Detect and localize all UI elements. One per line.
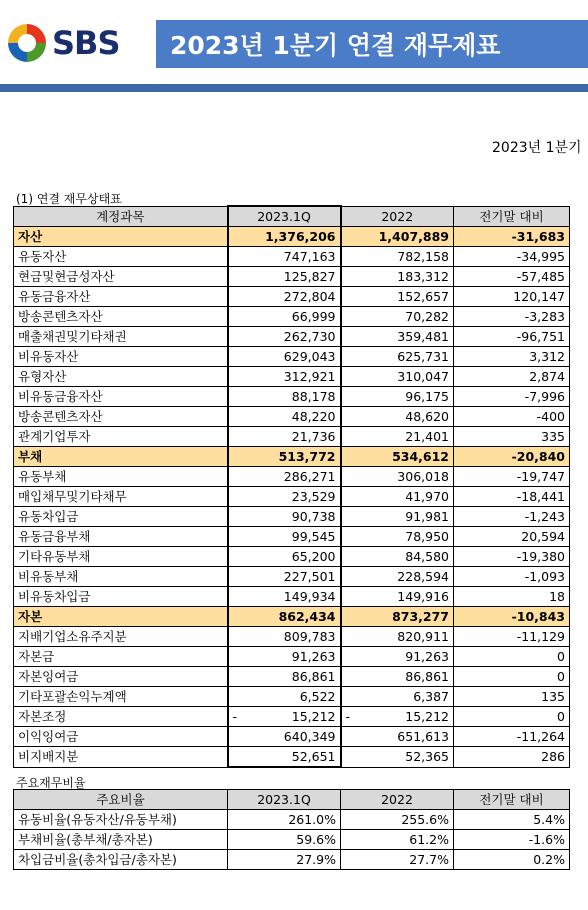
account-name-cell-text: 현금및현금성자산: [18, 269, 115, 284]
change-cell: [454, 627, 570, 647]
account-name-cell: [14, 327, 228, 347]
account-name-cell: [14, 587, 228, 607]
change-cell-text: -20,840: [511, 449, 565, 464]
account-name-cell: [14, 447, 228, 467]
value-2022-cell-text: 1,407,889: [378, 229, 449, 244]
value-2023q1-cell: [228, 367, 341, 387]
table-row: [14, 367, 570, 387]
account-name-cell-text: 유동차입금: [18, 509, 79, 524]
change-cell: 5.4%: [454, 810, 570, 830]
value-2022-cell-text: 41,970: [405, 489, 449, 504]
value-2023q1-cell: [228, 687, 341, 707]
ratio-name-cell: 부채비율(총부채/총자본): [14, 830, 228, 850]
account-name-cell-text: 매출채권및기타채권: [18, 329, 127, 344]
table-row: [14, 667, 570, 687]
change-cell-text: 0: [557, 709, 565, 724]
table-row: [14, 547, 570, 567]
value-2022-cell-text: 91,263: [405, 649, 449, 664]
account-name-cell: [14, 607, 228, 627]
value-2022-cell-text: 96,175: [405, 389, 449, 404]
change-cell: [454, 427, 570, 447]
report-period: 2023년 1분기: [492, 140, 582, 156]
value-2023q1-cell-text: 99,545: [291, 529, 336, 544]
table-row: [14, 747, 570, 768]
value-2022-cell-text: 228,594: [397, 569, 449, 584]
value-2022-cell: [341, 507, 454, 527]
value-2022-cell: [341, 487, 454, 507]
change-cell-text: -10,843: [511, 609, 565, 624]
value-2022-cell: [341, 607, 454, 627]
value-2022-cell-text: 651,613: [397, 729, 449, 744]
value-2023q1-cell-text: 15,212: [291, 709, 336, 724]
change-cell: [454, 307, 570, 327]
account-name-cell-text: 자본조정: [18, 709, 67, 724]
table-row: [14, 227, 570, 247]
change-cell: [454, 607, 570, 627]
table-row: [14, 727, 570, 747]
value-2023q1-cell-text: 286,271: [283, 469, 336, 484]
account-name-cell-text: 매입채무및기타채무: [18, 489, 127, 504]
value-2023q1-cell-text: 262,730: [283, 329, 336, 344]
change-cell-text: 20,594: [521, 529, 565, 544]
value-2022-cell: [341, 287, 454, 307]
change-cell-text: 286: [541, 749, 565, 765]
change-cell: [454, 527, 570, 547]
value-2023q1-cell: [228, 507, 341, 527]
account-name-cell-text: 자본: [18, 609, 43, 624]
value-2023q1-cell-text: 88,178: [291, 389, 336, 404]
value-2023q1-cell-text: 809,783: [283, 629, 336, 644]
change-cell-text: -1,243: [524, 509, 565, 524]
table-row: [14, 487, 570, 507]
value-2022-cell-text: 78,950: [405, 529, 449, 544]
value-2023q1-cell: [228, 587, 341, 607]
account-name-cell: [14, 427, 228, 447]
column-header: 2022: [341, 206, 454, 227]
sbs-logo-icon: [8, 24, 46, 62]
value-2023q1-cell: [228, 267, 341, 287]
table-row: [14, 427, 570, 447]
table-row: [14, 307, 570, 327]
account-name-cell: [14, 347, 228, 367]
account-name-cell-text: 비유동자산: [18, 349, 79, 364]
change-cell: [454, 267, 570, 287]
value-2023q1-cell-text: 125,827: [283, 269, 336, 284]
ratio-name-cell: 차입금비율(총차입금/총자본): [14, 850, 228, 870]
change-cell-text: 0: [557, 649, 565, 664]
table-row: [14, 607, 570, 627]
value-2023q1-cell: [228, 527, 341, 547]
table-row: [14, 527, 570, 547]
logo-text: SBS: [52, 24, 120, 62]
value-2023q1-cell: [228, 647, 341, 667]
value-2022-cell-text: 84,580: [405, 549, 449, 564]
balance-sheet-table: [13, 205, 570, 768]
value-2023q1-cell: [228, 387, 341, 407]
table-row: [14, 387, 570, 407]
change-cell: [454, 667, 570, 687]
value-2023q1-cell-text: 747,163: [283, 249, 336, 264]
value-2022-cell: [341, 547, 454, 567]
value-2022-cell: [341, 327, 454, 347]
value-2022-cell: [341, 347, 454, 367]
change-cell: [454, 707, 570, 727]
value-2023q1-cell: [228, 707, 341, 727]
value-2022-cell: [341, 567, 454, 587]
change-cell-text: -1,093: [524, 569, 565, 584]
account-name-cell-text: 부채: [18, 449, 43, 464]
account-name-cell: [14, 387, 228, 407]
table-row: [14, 267, 570, 287]
value-2023q1-cell-text: 312,921: [283, 369, 336, 384]
change-cell: [454, 407, 570, 427]
account-name-cell: [14, 367, 228, 387]
negative-marker: -: [345, 709, 351, 724]
ratio-table: [13, 789, 570, 870]
column-header: 주요비율: [14, 790, 228, 810]
title-banner: [156, 20, 588, 68]
value-2022-cell: [341, 627, 454, 647]
value-2022-cell: [341, 527, 454, 547]
ratio-section-title: 주요재무비율: [16, 776, 86, 790]
column-header: 2023.1Q: [228, 790, 341, 810]
account-name-cell-text: 자본금: [18, 649, 55, 664]
value-2023q1-cell: [228, 287, 341, 307]
value-2023q1-cell: [228, 227, 341, 247]
account-name-cell: [14, 627, 228, 647]
value-2023q1-cell: [228, 667, 341, 687]
table-row: [14, 647, 570, 667]
change-cell-text: -18,441: [516, 489, 565, 504]
value-2023q1-cell: [228, 427, 341, 447]
value-2022-cell: [341, 667, 454, 687]
table-row: [14, 687, 570, 707]
change-cell: [454, 727, 570, 747]
change-cell-text: -19,380: [516, 549, 565, 564]
table-row: [14, 447, 570, 467]
value-2023q1-cell: 261.0%: [228, 810, 341, 830]
account-name-cell: [14, 507, 228, 527]
account-name-cell: [14, 727, 228, 747]
value-2023q1-cell: [228, 447, 341, 467]
table-row: [14, 567, 570, 587]
account-name-cell: [14, 547, 228, 567]
header-divider: [0, 84, 588, 92]
ratio-name-cell: 유동비율(유동자산/유동부채): [14, 810, 228, 830]
value-2022-cell: [341, 227, 454, 247]
value-2022-cell: [341, 447, 454, 467]
account-name-cell: [14, 687, 228, 707]
account-name-cell-text: 방송콘텐츠자산: [18, 309, 103, 324]
value-2022-cell: [341, 687, 454, 707]
value-2022-cell-text: 6,387: [413, 689, 449, 704]
value-2022-cell: [341, 247, 454, 267]
value-2022-cell-text: 625,731: [397, 349, 449, 364]
value-2022-cell-text: 86,861: [405, 669, 449, 684]
change-cell: [454, 567, 570, 587]
page-title: 2023년 1분기 연결 재무제표: [170, 31, 501, 60]
value-2022-cell-text: 91,981: [405, 509, 449, 524]
table-row: [14, 587, 570, 607]
value-2023q1-cell: [228, 547, 341, 567]
value-2023q1-cell-text: 640,349: [283, 729, 336, 744]
value-2022-cell-text: 15,212: [405, 709, 449, 724]
change-cell: [454, 367, 570, 387]
account-name-cell-text: 기타유동부채: [18, 549, 91, 564]
change-cell: [454, 467, 570, 487]
change-cell: [454, 547, 570, 567]
value-2022-cell: [341, 587, 454, 607]
value-2022-cell-text: 48,620: [405, 409, 449, 424]
value-2023q1-cell: 27.9%: [228, 850, 341, 870]
value-2022-cell-text: 820,911: [397, 629, 449, 644]
value-2023q1-cell-text: 90,738: [291, 509, 336, 524]
change-cell-text: 335: [541, 429, 565, 444]
change-cell: [454, 487, 570, 507]
account-name-cell: [14, 527, 228, 547]
value-2023q1-cell: [228, 407, 341, 427]
account-name-cell-text: 기타포괄손익누계액: [18, 689, 127, 704]
change-cell-text: -57,485: [516, 269, 565, 284]
value-2022-cell: [341, 307, 454, 327]
change-cell: [454, 287, 570, 307]
change-cell-text: 2,874: [529, 369, 565, 384]
account-name-cell: [14, 307, 228, 327]
value-2023q1-cell-text: 66,999: [291, 309, 336, 324]
table-row: [14, 467, 570, 487]
value-2022-cell-text: 52,365: [405, 749, 449, 765]
value-2023q1-cell-text: 227,501: [283, 569, 336, 584]
change-cell-text: -34,995: [516, 249, 565, 264]
change-cell: [454, 507, 570, 527]
value-2023q1-cell-text: 272,804: [283, 289, 336, 304]
change-cell-text: -31,683: [511, 229, 565, 244]
account-name-cell-text: 지배기업소유주지분: [18, 629, 127, 644]
account-name-cell-text: 비유동차입금: [18, 589, 91, 604]
account-name-cell-text: 비지배지분: [18, 749, 79, 765]
account-name-cell: [14, 227, 228, 247]
account-name-cell: [14, 647, 228, 667]
value-2023q1-cell: [228, 727, 341, 747]
change-cell-text: -7,996: [524, 389, 565, 404]
value-2023q1-cell-text: 862,434: [278, 609, 336, 624]
value-2023q1-cell-text: 6,522: [299, 689, 336, 704]
account-name-cell-text: 이익잉여금: [18, 729, 79, 744]
value-2023q1-cell: [228, 307, 341, 327]
change-cell-text: -19,747: [516, 469, 565, 484]
value-2023q1-cell-text: 23,529: [291, 489, 336, 504]
change-cell: [454, 447, 570, 467]
value-2023q1-cell-text: 48,220: [291, 409, 336, 424]
value-2022-cell: [341, 707, 454, 727]
value-2022-cell-text: 306,018: [397, 469, 449, 484]
value-2023q1-cell: [228, 607, 341, 627]
table-row: [14, 327, 570, 347]
change-cell: [454, 687, 570, 707]
table-row: [14, 347, 570, 367]
column-header: 전기말 대비: [454, 206, 570, 227]
account-name-cell-text: 자산: [18, 229, 43, 244]
change-cell-text: 120,147: [513, 289, 565, 304]
value-2023q1-cell-text: 65,200: [291, 549, 336, 564]
account-name-cell-text: 비유동부채: [18, 569, 79, 584]
table-row: [14, 810, 570, 830]
change-cell-text: -96,751: [516, 329, 565, 344]
value-2023q1-cell-text: 1,376,206: [265, 229, 336, 244]
value-2022-cell-text: 70,282: [405, 309, 449, 324]
value-2023q1-cell-text: 21,736: [291, 429, 336, 444]
value-2022-cell: [341, 267, 454, 287]
column-header: 2022: [341, 790, 454, 810]
change-cell-text: 0: [557, 669, 565, 684]
table-header-row: [14, 206, 570, 227]
value-2022-cell-text: 359,481: [397, 329, 449, 344]
value-2022-cell: [341, 727, 454, 747]
value-2023q1-cell: [228, 347, 341, 367]
value-2022-cell: [341, 407, 454, 427]
column-header: 2023.1Q: [228, 206, 341, 227]
table-row: [14, 850, 570, 870]
value-2023q1-cell: [228, 747, 341, 768]
value-2022-cell-text: 149,916: [397, 589, 449, 604]
value-2023q1-cell-text: 86,861: [291, 669, 336, 684]
value-2023q1-cell-text: 52,651: [291, 749, 336, 764]
value-2022-cell: 61.2%: [341, 830, 454, 850]
value-2023q1-cell-text: 629,043: [283, 349, 336, 364]
page-header: [0, 0, 588, 80]
account-name-cell: [14, 247, 228, 267]
change-cell: [454, 227, 570, 247]
account-name-cell: [14, 707, 228, 727]
value-2023q1-cell-text: 149,934: [283, 589, 336, 604]
account-name-cell: [14, 667, 228, 687]
change-cell: [454, 387, 570, 407]
value-2022-cell: 27.7%: [341, 850, 454, 870]
value-2023q1-cell: [228, 627, 341, 647]
change-cell: [454, 247, 570, 267]
value-2023q1-cell: 59.6%: [228, 830, 341, 850]
change-cell: [454, 347, 570, 367]
change-cell: [454, 327, 570, 347]
change-cell: [454, 647, 570, 667]
account-name-cell-text: 유동금융자산: [18, 289, 91, 304]
value-2022-cell: [341, 427, 454, 447]
account-name-cell-text: 자본잉여금: [18, 669, 79, 684]
value-2022-cell: 255.6%: [341, 810, 454, 830]
account-name-cell: [14, 487, 228, 507]
account-name-cell-text: 방송콘텐츠자산: [18, 409, 103, 424]
value-2022-cell-text: 310,047: [397, 369, 449, 384]
sbs-logo: [8, 22, 119, 64]
table-row: [14, 287, 570, 307]
value-2023q1-cell-text: 91,263: [291, 649, 336, 664]
table-row: [14, 830, 570, 850]
change-cell-text: -3,283: [524, 309, 565, 324]
account-name-cell: [14, 567, 228, 587]
account-name-cell-text: 유동금융부채: [18, 529, 91, 544]
change-cell: -1.6%: [454, 830, 570, 850]
value-2022-cell: [341, 387, 454, 407]
account-name-cell-text: 유동자산: [18, 249, 67, 264]
value-2023q1-cell: [228, 247, 341, 267]
column-header: 전기말 대비: [454, 790, 570, 810]
account-name-cell: [14, 747, 228, 768]
change-cell-text: 18: [549, 589, 565, 604]
table-row: [14, 627, 570, 647]
change-cell-text: -400: [536, 409, 565, 424]
value-2022-cell: [341, 367, 454, 387]
account-name-cell-text: 관계기업투자: [18, 429, 91, 444]
table-row: [14, 407, 570, 427]
table-header-row: [14, 790, 570, 810]
account-name-cell: [14, 407, 228, 427]
column-header: 계정과목: [14, 206, 228, 227]
value-2023q1-cell: [228, 327, 341, 347]
account-name-cell: [14, 467, 228, 487]
value-2023q1-cell: [228, 487, 341, 507]
change-cell: [454, 587, 570, 607]
value-2022-cell-text: 152,657: [397, 289, 449, 304]
value-2022-cell-text: 183,312: [397, 269, 449, 284]
value-2022-cell-text: 782,158: [397, 249, 449, 264]
value-2022-cell-text: 534,612: [392, 449, 449, 464]
account-name-cell: [14, 267, 228, 287]
change-cell: 0.2%: [454, 850, 570, 870]
change-cell-text: 135: [541, 689, 565, 704]
account-name-cell-text: 유형자산: [18, 369, 67, 384]
change-cell-text: -11,129: [516, 629, 565, 644]
table-row: [14, 247, 570, 267]
value-2022-cell: [341, 467, 454, 487]
negative-marker: -: [232, 709, 238, 724]
value-2022-cell-text: 873,277: [392, 609, 449, 624]
account-name-cell-text: 유동부채: [18, 469, 67, 484]
balance-section-title: (1) 연결 재무상태표: [16, 192, 122, 206]
change-cell-text: 3,312: [529, 349, 565, 364]
value-2022-cell: [341, 647, 454, 667]
table-row: [14, 707, 570, 727]
table-row: [14, 507, 570, 527]
value-2023q1-cell-text: 513,772: [278, 449, 336, 464]
change-cell: [454, 747, 570, 768]
value-2023q1-cell: [228, 567, 341, 587]
value-2022-cell: [341, 747, 454, 768]
account-name-cell-text: 비유동금융자산: [18, 389, 103, 404]
value-2022-cell-text: 21,401: [405, 429, 449, 444]
account-name-cell: [14, 287, 228, 307]
change-cell-text: -11,264: [516, 729, 565, 744]
value-2023q1-cell: [228, 467, 341, 487]
